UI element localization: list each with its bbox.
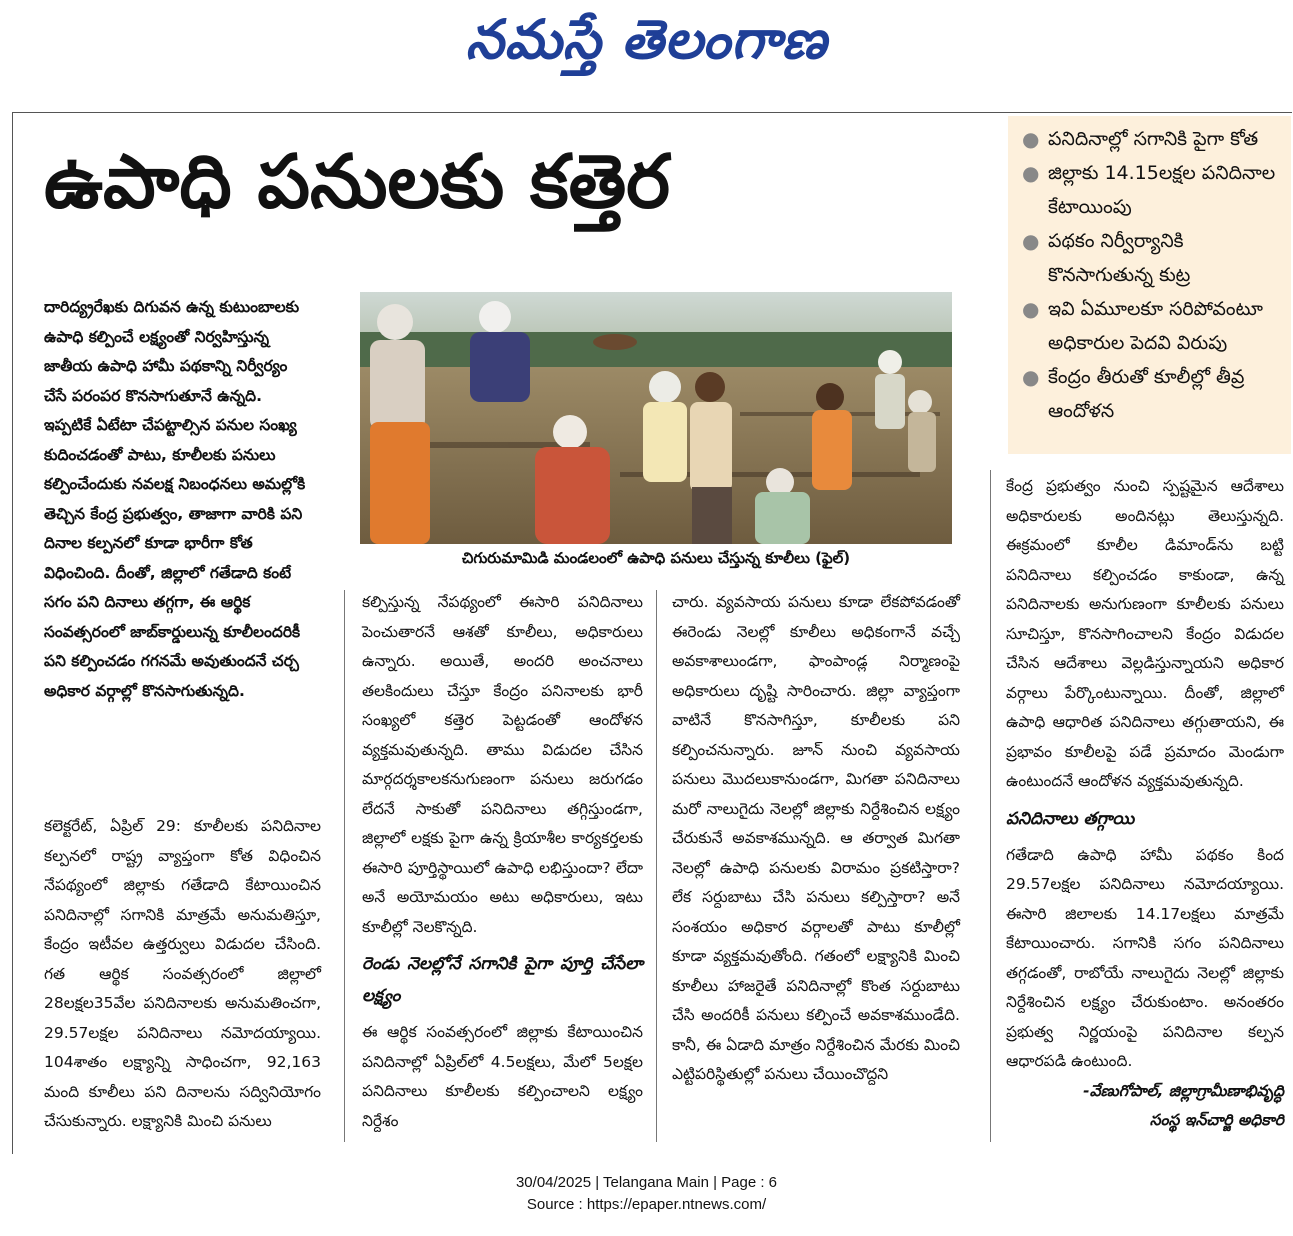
- footer-date-edition: 30/04/2025 | Telangana Main | Page : 6: [515, 1174, 778, 1191]
- column-divider: [990, 470, 991, 1142]
- news-photo: [360, 292, 952, 544]
- highlight-item: ● ఇవి ఏమూలకూ సరిపోవంటూ అధికారుల పెదవి విరుపు: [1018, 292, 1285, 360]
- headline: ఉపాధి పనులకు కత్తెర: [44, 139, 671, 225]
- intro-paragraph: దారిద్య్రరేఖకు దిగువన ఉన్న కుటుంబాలకు ఉపాధి కల్పించే లక్ష్యంతో నిర్వహిస్తున్న జాతీయ ఉపాధి హామీ పథకాన్ని నిర్వీర్యం చేసే పరంపర కొనసాగుతూనే ఉన్నది. ఇప్పటికే ఏటేటా చేపట్టాల్సిన పనుల సంఖ్య కుదించడంతో పాటు, కూలీలకు పనులు కల్పించేందుకు నవలక్ష నిబంధనలు అమల్లోకి తెచ్చిన కేంద్ర ప్రభుత్వం, తాజాగా వారికి పని దినాల కల్పనలో కూడా భారీగా కోత విధించింది. దీంతో, జిల్లాలో గతేడాది కంటే సగం పని దినాలు తగ్గగా, ఈ ఆర్థిక సంవత్సరంలో జాబ్‌కార్డులున్న కూలీలందరికీ పని కల్పించడం గగనమే అవుతుందనే చర్చ అధికార వర్గాల్లో కొనసాగుతున్నది.: [44, 298, 306, 700]
- bullet-icon: ●: [1022, 127, 1040, 151]
- bullet-icon: ●: [1022, 297, 1040, 321]
- signature-title: సంస్థ ఇన్‌చార్జి అధికారి: [1149, 1111, 1284, 1129]
- bullet-icon: ●: [1022, 365, 1040, 389]
- bullet-icon: ●: [1022, 161, 1040, 185]
- bullet-icon: ●: [1022, 229, 1040, 253]
- page-footer: [0, 1172, 1293, 1216]
- subheading-workdays-reduced: పనిదినాలు తగ్గాయి: [1006, 808, 1135, 829]
- column-divider: [344, 590, 345, 1142]
- column-2-text-b: ఈ ఆర్థిక సంవత్సరంలో జిల్లాకు కేటాయించిన పనిదినాల్లో ఏప్రిల్‌లో 4.5లక్షలు, మేలో 5లక్షల పనిదినాలు కూలీలకు కల్పించాలని లక్ష్యం నిర్దేశం: [362, 1023, 643, 1130]
- column-4-text-b: గతేడాది ఉపాధి హామీ పథకం కింద 29.57లక్షల పనిదినాలు నమోదయ్యాయి. ఈసారి జిలాలకు 14.17లక్షలు మాత్రమే కేటాయించారు. సగానికి సగం పనిదినాలు తగ్గడంతో, రాబోయే నాలుగైదు నెలల్లో జిల్లాకు నిర్దేశించిన లక్ష్యం చేరుకుంటాం. అనంతరం ప్రభుత్వ నిర్ణయంపై పనిదినాల కల్పన ఆధారపడి ఉంటుంది.: [1006, 845, 1284, 1070]
- subheading-targets: రెండు నెలల్లోనే సగానికి పైగా పూర్తి చేసేలా లక్ష్యం: [362, 954, 643, 1006]
- highlight-item: ● పనిదినాల్లో సగానికి పైగా కోత: [1018, 122, 1285, 156]
- column-2: [362, 588, 643, 1136]
- photo-caption: చిగురుమామిడి మండలంలో ఉపాధి పనులు చేస్తున్న కూలీలు (ఫైల్): [461, 549, 851, 567]
- highlight-item: ● జిల్లాకు 14.15లక్షల పనిదినాల కేటాయింపు: [1018, 156, 1285, 224]
- column-1: [44, 812, 321, 1137]
- workers-photo-illustration: [360, 292, 952, 544]
- highlight-item: ● పథకం నిర్వీర్యానికి కొనసాగుతున్న కుట్ర: [1018, 224, 1285, 292]
- column-1-text: కలెక్టరేట్, ఏప్రిల్ 29: కూలీలకు పనిదినాల కల్పనలో రాష్ట్ర వ్యాప్తంగా కోత విధించిన నేపథ్యంలో జిల్లాకు గతేడాది కేటాయించిన పనిదినాల్లో సగానికి మాత్రమే అనుమతిస్తూ, కేంద్రం ఇటీవల ఉత్తర్వులు విడుదల చేసింది. గత ఆర్థిక సంవత్సరంలో జిల్లాలో 28లక్షల35వేల పనిదినాలకు అనుమతించగా, 29.57లక్షల పనిదినాలు నమోదయ్యాయి. 104శాతం లక్ష్యాన్ని సాధించగా, 92,163 మంది కూలీలు పని దినాలను సద్వినియోగం చేసుకున్నారు. లక్ష్యానికి మించి పనులు: [44, 817, 321, 1130]
- highlight-item: ● కేంద్రం తీరుతో కూలీల్లో తీవ్ర ఆందోళన: [1018, 360, 1285, 428]
- footer-source: Source : https://epaper.ntnews.com/: [526, 1196, 767, 1213]
- signature-name: -వేణుగోపాల్, జిల్లాగ్రామీణాభివృద్ధి: [1083, 1081, 1284, 1100]
- column-2-text-a: కల్పిస్తున్న నేపథ్యంలో ఈసారి పనిదినాలు పెంచుతారనే ఆశతో కూలీలు, అధికారులు ఉన్నారు. అయితే, అందరి అంచనాలు తలకిందులు చేస్తూ కేంద్రం పనినాలకు భారీ సంఖ్యలో కత్తెర పెట్టడంతో ఆందోళన వ్యక్తమవుతున్నది. తాము విడుదల చేసిన మార్గదర్శకాలకనుగుణంగా పనులు జరుగడం లేదనే సాకుతో పనిదినాలు తగ్గిస్తుండగా, జిల్లాలో లక్షకు పైగా ఉన్న క్రియాశీల కార్యకర్తలకు ఈసారి పూర్తిస్థాయిలో ఉపాధి లభిస్తుందా? లేదా అనే అయోమయం అటు అధికారులు, ఇటు కూలీల్లో నెలకొన్నది.: [362, 593, 643, 936]
- column-3: [672, 588, 960, 1090]
- column-4-text-a: కేంద్ర ప్రభుత్వం నుంచి స్పష్టమైన ఆదేశాలు అధికారులకు అందినట్లు తెలుస్తున్నది. ఈక్రమంలో కూలీల డిమాండ్‌ను బట్టి పనిదినాలు కల్పించడం కాకుండా, ఉన్న పనిదినాలకు అనుగుణంగా కూలీలకు పనులు సూచిస్తూ, కొనసాగించాలని కేంద్రం విడుదల చేసిన ఆదేశాలు వెల్లడిస్తున్నాయని అధికార వర్గాలు పేర్కొంటున్నాయి. దీంతో, జిల్లాలో ఉపాధి ఆధారిత పనిదినాలు తగ్గుతాయని, ఈ ప్రభావం కూలీలపై పడే ప్రమాదం మెండుగా ఉంటుందనే ఆందోళన వ్యక్తమవుతున్నది.: [1006, 477, 1284, 790]
- column-3-text: చారు. వ్యవసాయ పనులు కూడా లేకపోవడంతో ఈరెండు నెలల్లో కూలీలు అధికంగానే వచ్చే అవకాశాలుండగా, ఫాంపాండ్ల నిర్మాణంపై అధికారులు దృష్టి సారించారు. జిల్లా వ్యాప్తంగా వాటినే కొనసాగిస్తూ, కూలీలకు పని కల్పించనున్నారు. జూన్ నుంచి వ్యవసాయ పనులు మొదలుకానుండగా, మిగతా పనిదినాలు మరో నాలుగైదు నెలల్లో జిల్లాకు నిర్దేశించిన లక్ష్యం చేరుకునే అవకాశమున్నది. ఆ తర్వాత మిగతా నెలల్లో ఉపాధి పనులకు విరామం ప్రకటిస్తారా? లేక సర్దుబాటు చేసి పనులు కల్పిస్తారా? అనే సంశయం అధికార వర్గాలతో పాటు కూలీల్లో కూడా వ్యక్తమవుతోంది. గతంలో లక్ష్యానికి మించి కూలీలు హాజరైతే పనిదినాల్లో కొంత సర్దుబాటు చేసి అందరికీ పనులు కల్పించే అవకాశముండేది. కానీ, ఈ ఏడాది మాత్రం నిర్దేశించిన మేరకు మించి ఎట్టిపరిస్థితుల్లో పనులు చేయించొద్దని: [672, 593, 960, 1083]
- column-4: [1006, 472, 1284, 1136]
- column-divider: [656, 590, 657, 1142]
- masthead-logo: నమస్తే తెలంగాణ: [465, 8, 828, 71]
- highlights-box: [1008, 116, 1291, 454]
